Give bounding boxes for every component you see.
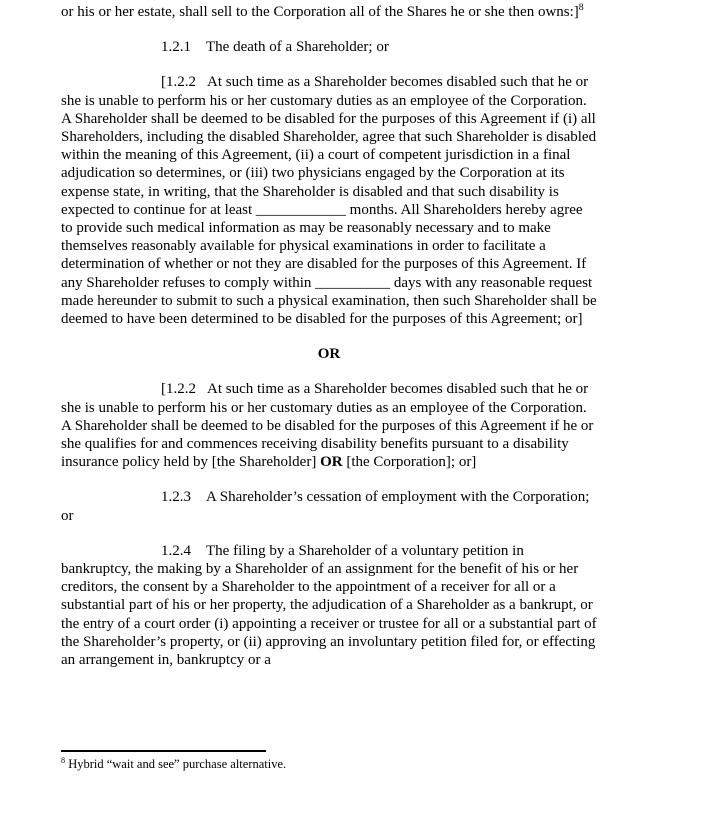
- footnote-area: [61, 750, 621, 772]
- clause-1-2-3-text: A Shareholder’s cessation of employment with the Corporation; or: [61, 489, 590, 524]
- footnote-reference-8: 8: [578, 2, 584, 13]
- clause-1-2-1-number: 1.2.1: [161, 39, 191, 56]
- clause-1-2-2-alt-text-before: At such time as a Shareholder becomes disabled such that he or she is unable to perform his or her customary duties as an employee of the Corporation. A Shareholder shall be deemed to be disabled for the purposes of this Agreement if he or she qualifies for and commences receiving disability benefits pursuant to a disability insurance policy held by [the Shareholder]: [61, 381, 594, 471]
- or-divider: OR: [317, 346, 341, 363]
- clause-1-2-2-text: At such time as a Shareholder becomes disabled such that he or she is unable to perform his or her customary duties as an employee of the Corporation. A Shareholder shall be deemed to be disabled for the purposes of this Agreement if (i) all Shareholders, including the disabled Shareholder, agree that such Shareholder is disabled within the meaning of this Agreement, (ii) a court of competent jurisdiction in a final adjudication so determines, or (iii) two physicians engaged by the Corporation at its expense state, in writing, that the Shareholder is disabled and that such disability is expected to continue for at least ____________ months. All Shareholders hereby agree to provide such medical information as may be reasonably necessary and to make themselves reasonably available for physical examinations in order to facilitate a determination of whether or not they are disabled for the purposes of this Agreement. If any Shareholder refuses to comply within __________ days with any reasonable request made hereunder to submit to such a physical examination, then such Shareholder shall be deemed to have been determined to be disabled for the purposes of this Agreement; or]: [61, 74, 597, 328]
- clause-1-2-2-alt-text-after: [the Corporation]; or]: [342, 454, 477, 471]
- clause-1-2-3: [61, 488, 597, 524]
- clause-1-2-1-text: The death of a Shareholder; or: [206, 39, 389, 56]
- clause-1-2-2-number: [1.2.2: [161, 74, 196, 91]
- clause-1-2-4-number: 1.2.4: [161, 542, 191, 559]
- clause-1-2-2-first-alternative: [61, 73, 597, 328]
- clause-1-2-4: [61, 542, 597, 669]
- clause-1-2-4-text: The filing by a Shareholder of a voluntary petition in bankruptcy, the making by a Shareholder of an assignment for the benefit of his or her creditors, the consent by a Shareholder to the appointment of a receiver for all or a substantial part of his or her property, the adjudication of a Shareholder as a bankrupt, or the entry of a court order (i) appointing a receiver or trustee for all or a substantial part of the Shareholder’s property, or (ii) approving an involuntary petition filed for, or effecting an arrangement in, bankruptcy or a: [61, 542, 597, 669]
- footnote-separator-rule: [61, 750, 266, 752]
- inline-bold-or: OR: [320, 454, 343, 471]
- footnote-8-marker: 8: [61, 755, 66, 765]
- footnote-8-text: Hybrid “wait and see” purchase alternative.: [65, 757, 287, 771]
- clause-1-2-1: [61, 38, 597, 56]
- intro-text: or his or her estate, shall sell to the Corporation all of the Shares he or she then owns:]: [61, 4, 579, 20]
- text-column: [61, 3, 597, 686]
- clause-1-2-3-number: 1.2.3: [161, 489, 191, 506]
- clause-1-2-2-second-alternative: [61, 380, 597, 471]
- clause-1-2-2-alt-number: [1.2.2: [161, 381, 196, 398]
- footnote-8: [61, 757, 621, 772]
- paragraph-intro-continuation: [61, 3, 597, 21]
